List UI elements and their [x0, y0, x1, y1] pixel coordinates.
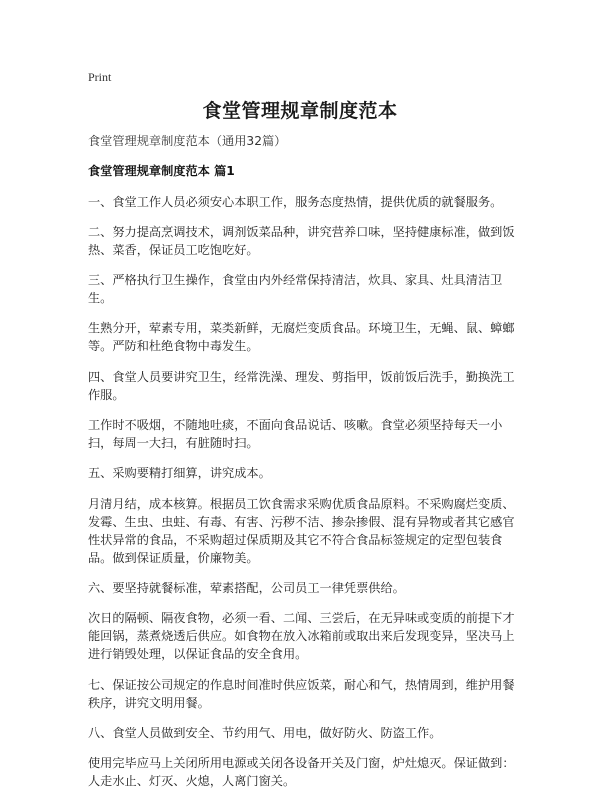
paragraph: 八、食堂人员做到安全、节约用气、用电，做好防火、防盗工作。 [88, 725, 442, 740]
paragraph: 四、食堂人员要讲究卫生，经常洗澡、理发、剪指甲，饭前饭后洗手，勤换洗工作服。 [88, 369, 515, 402]
paragraph: 三、严格执行卫生操作，食堂由内外经常保持清洁，炊具、家具、灶具清洁卫生。 [88, 273, 503, 306]
paragraph: 使用完毕应马上关闭所用电源或关闭各设备开关及门窗，炉灶熄灭。保证做到：人走水止、灯灭、火熄，人离门窗关。 [88, 756, 515, 789]
paragraph: 次日的隔顿、隔夜食物，必须一看、二闻、三尝后，在无异味或变质的前提下才能回锅，蒸煮烧透后供应。如食物在放入冰箱前或取出来后发现变异，坚决马上进行销毁处理，以保证食品的安全食用。 [88, 611, 515, 662]
paragraph: 五、采购要精打细算，讲究成本。 [88, 466, 271, 481]
document-title: 食堂管理规章制度范本 [202, 100, 398, 122]
document-subtitle: 食堂管理规章制度范本（通用32篇） [88, 134, 287, 148]
section-heading: 食堂管理规章制度范本 篇1 [88, 164, 235, 179]
print-label: Print [88, 70, 112, 84]
paragraph: 一、食堂工作人员必须安心本职工作，服务态度热情，提供优质的就餐服务。 [88, 194, 503, 209]
paragraph: 七、保证按公司规定的作息时间准时供应饭菜，耐心和气，热情周到，维护用餐秩序，讲究文明用餐。 [88, 677, 515, 710]
paragraph: 六、要坚持就餐标准，荤素搭配，公司员工一律凭票供给。 [88, 580, 405, 595]
paragraph: 生熟分开，荤素专用，菜类新鲜，无腐烂变质食品。环境卫生，无蝇、鼠、蟑螂等。严防和杜绝食物中毒发生。 [88, 321, 515, 354]
document-body [88, 132, 518, 802]
paragraph: 月清月结，成本核算。根据员工饮食需求采购优质食品原料。不采购腐烂变质、发霉、生虫、虫蛀、有毒、有害、污秽不洁、掺杂掺假、混有异物或者其它感官性状异常的食品，不采购超过保质期及其它不符合食品标签规定的定型包装食品。做到保证质量，价廉物美。 [88, 496, 515, 565]
paragraph: 二、努力提高烹调技术，调剂饭菜品种，讲究营养口味，坚持健康标准，做到饭热、菜香，保证员工吃饱吃好。 [88, 224, 515, 257]
paragraph: 工作时不吸烟，不随地吐痰，不面向食品说话、咳嗽。食堂必须坚持每天一小扫，每周一大扫，有脏随时扫。 [88, 418, 503, 451]
